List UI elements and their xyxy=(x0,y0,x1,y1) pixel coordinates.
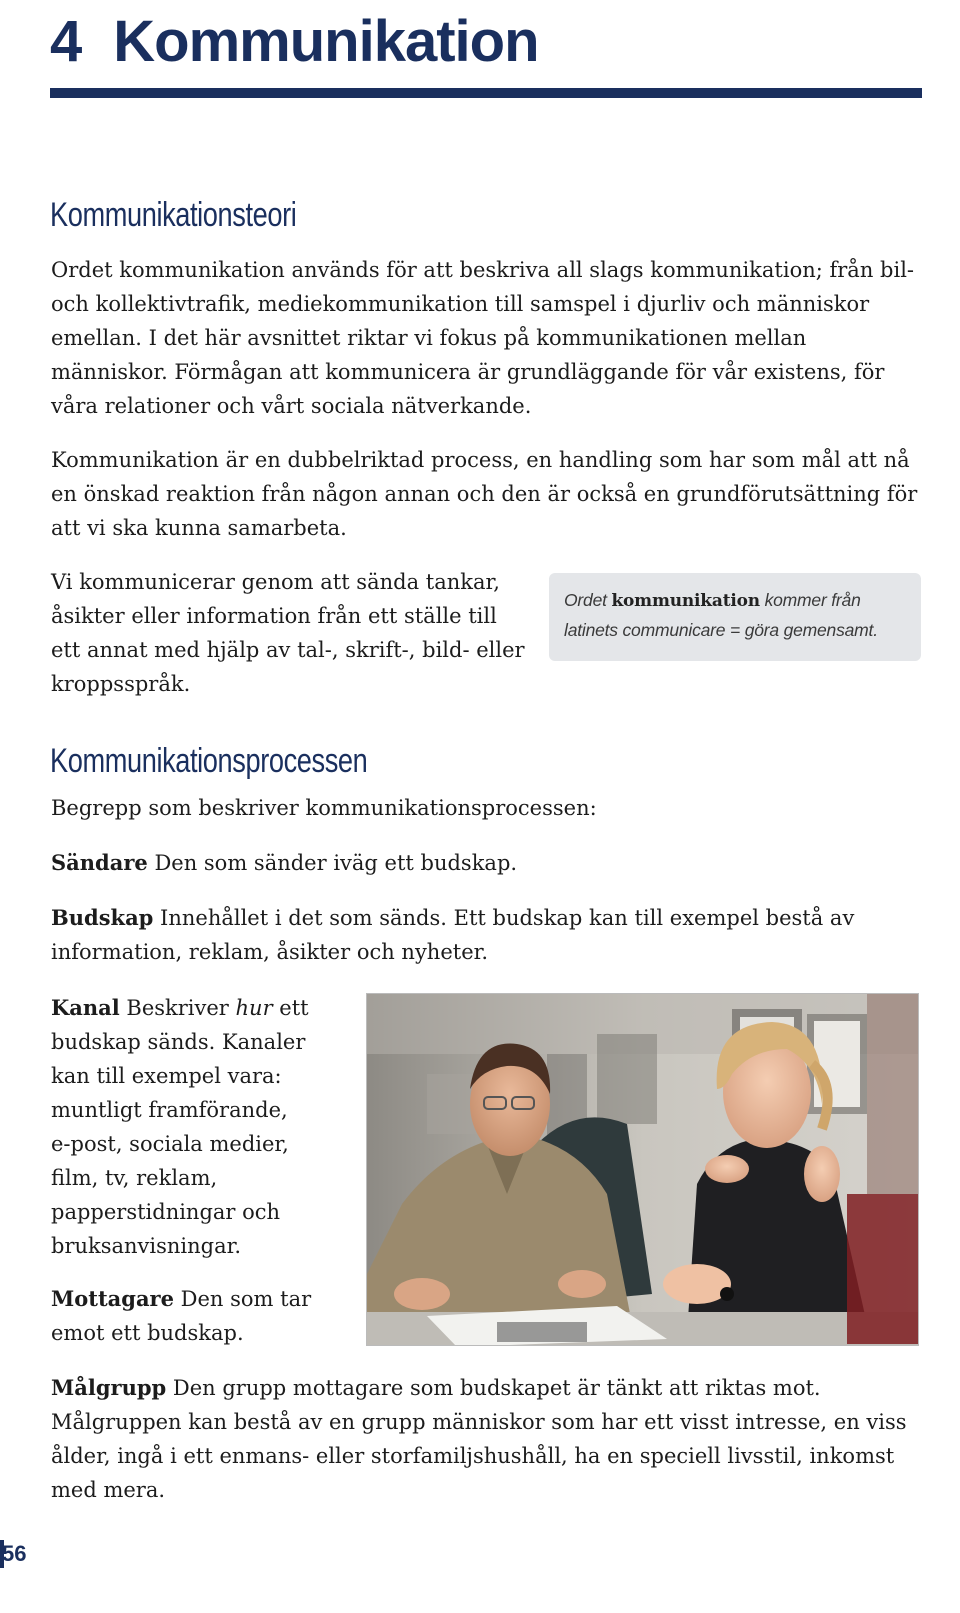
conversation-photo xyxy=(366,993,919,1346)
paragraph-process: Kommunikation är en dubbelriktad process, en handling som har som mål att nå en önskad reaktion från någon annan och den är också en grundförutsättning för att vi ska kunna samarbeta. xyxy=(51,448,918,540)
section-heading-kommunikationsprocessen: Kommunikationsprocessen xyxy=(50,742,368,780)
definition-text: Den som sänder iväg ett budskap. xyxy=(147,851,518,875)
chapter-divider xyxy=(50,88,922,98)
callout-suffix: kommer från latinets communicare = göra gemensamt. xyxy=(564,590,878,640)
definition-text: Beskriver xyxy=(119,996,236,1020)
callout-term: kommunikation xyxy=(611,591,760,611)
definition-term: Mottagare xyxy=(51,1286,174,1311)
definition-text: ett budskap sänds. Kanaler kan till exempel vara: muntligt framförande, e-post, sociala medier, film, tv, reklam, papperstidningar och bruksanvisningar. xyxy=(51,996,309,1258)
chapter-number: 4 xyxy=(50,9,82,74)
definition-text: Innehållet i det som sänds. Ett budskap kan till exempel bestå av information, reklam, åsikter och nyheter. xyxy=(51,906,855,964)
definition-term: Budskap xyxy=(51,905,154,930)
callout-prefix: Ordet xyxy=(564,590,612,610)
chapter-name: Kommunikation xyxy=(113,9,539,74)
definition-text: Den som tar emot ett budskap. xyxy=(51,1287,312,1345)
process-intro: Begrepp som beskriver kommunikationsprocessen: xyxy=(51,796,597,820)
definition-emphasis: hur xyxy=(235,996,273,1020)
definition-term: Kanal xyxy=(51,995,120,1020)
definition-mottagare xyxy=(51,1282,341,1350)
paragraph-intro: Ordet kommunikation används för att beskriva all slags kommunikation; från bil- och kollektivtrafik, mediekommunikation till samspel i djurliv och människor emellan. I det här avsnittet riktar vi fokus på kommunikationen mellan människor. Förmågan att kommunicera är grundläggande för vår existens, för våra relationer och vårt sociala nätverkande. xyxy=(51,258,914,418)
definition-kanal xyxy=(51,991,313,1263)
definition-sandare xyxy=(51,846,926,880)
etymology-callout xyxy=(549,573,921,661)
chapter-title xyxy=(50,2,539,82)
paragraph-channels: Vi kommunicerar genom att sända tankar, åsikter eller information från ett ställe till ett annat med hjälp av tal-, skrift-, bild- eller kroppsspråk. xyxy=(51,570,525,696)
definition-budskap xyxy=(51,901,926,969)
page-number: 56 xyxy=(2,1541,27,1566)
definition-term: Sändare xyxy=(51,850,148,875)
definition-term: Målgrupp xyxy=(51,1375,167,1400)
definition-malgrupp xyxy=(51,1371,926,1507)
section-heading-kommunikationsteori: Kommunikationsteori xyxy=(50,196,297,234)
definition-text: Den grupp mottagare som budskapet är tänkt att riktas mot. Målgruppen kan bestå av en grupp människor som har ett visst intresse, en viss ålder, ingå i ett enmans- eller storfamiljshushåll, ha en speciell livsstil, inkomst med mera. xyxy=(51,1376,907,1502)
